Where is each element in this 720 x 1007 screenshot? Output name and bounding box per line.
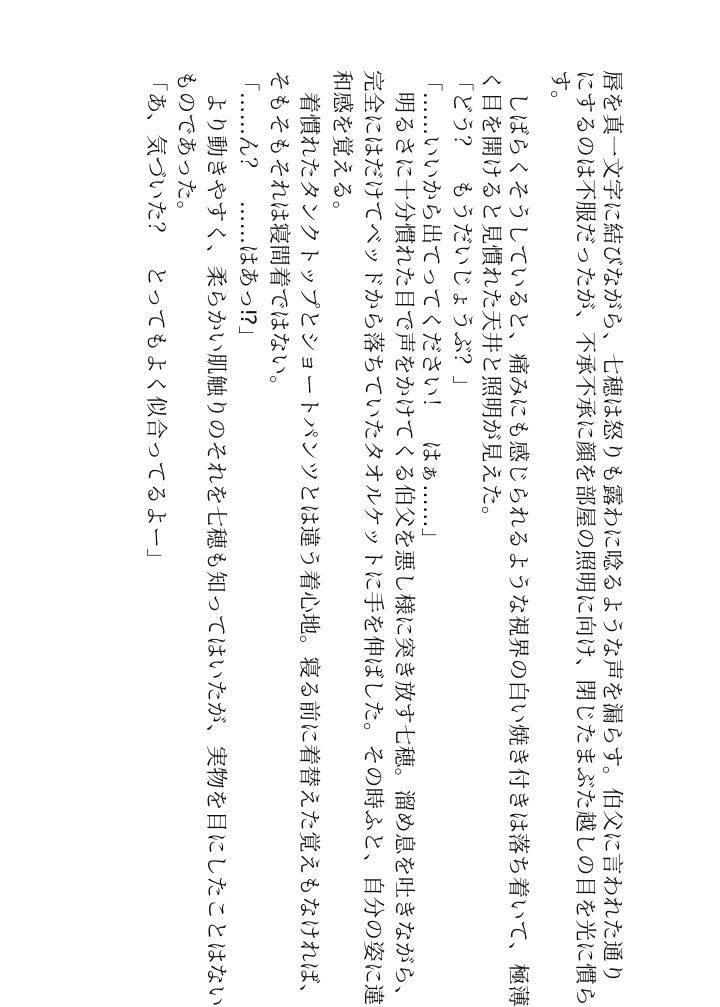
text-line: ものであった。: [173, 70, 198, 223]
text-line: 明るさに十分慣れた目で声をかけてくる伯父を悪し様に突き放す七穂。溜め息を吐きながら、: [391, 70, 416, 1007]
text-line: にするのは不服だったが、不承不承に顔を部屋の照明に向け、閉じたまぶた越しの目を光に慣ら: [572, 70, 597, 1007]
text-line: 和感を覚える。: [329, 70, 354, 223]
text-line: す。: [547, 70, 572, 112]
text-line: 完全にはだけてベッドから落ちていたタオルケットに手を伸ばした。その時ふと、自分の姿に違: [360, 70, 385, 1006]
text-line: 「……いいから出てってください！ はぁ……」: [418, 70, 443, 550]
text-line: 「……ん？ ……はあっ⁉」: [235, 70, 260, 348]
text-line: く目を開けると見慣れた天井と照明が見えた。: [478, 70, 503, 528]
text-line: しばらくそうしていると、痛みにも感じられるような視界の白い焼き付きは落ち着いて、極薄: [505, 70, 530, 1007]
text-line: 着慣れたタンクトップとショートパンツとは違う着心地。寝る前に着替えた覚えもなければ、: [296, 70, 321, 1006]
text-line: 「あ、気づいた？ とってもよく似合ってるよー」: [143, 70, 168, 571]
text-line: そもそもそれは寝間着ではない。: [266, 70, 291, 398]
text-line: 唇を真一文字に結びながら、七穂は怒りも露わに唸るような声を漏らす。伯父に言われた通り: [599, 70, 624, 984]
text-line: より動きやすく、柔らかい肌触りのそれを七穂も知ってはいたが、実物を目にしたことはない: [203, 70, 228, 1007]
text-line: 「どう？ もうだいじょうぶ？」: [449, 70, 474, 398]
